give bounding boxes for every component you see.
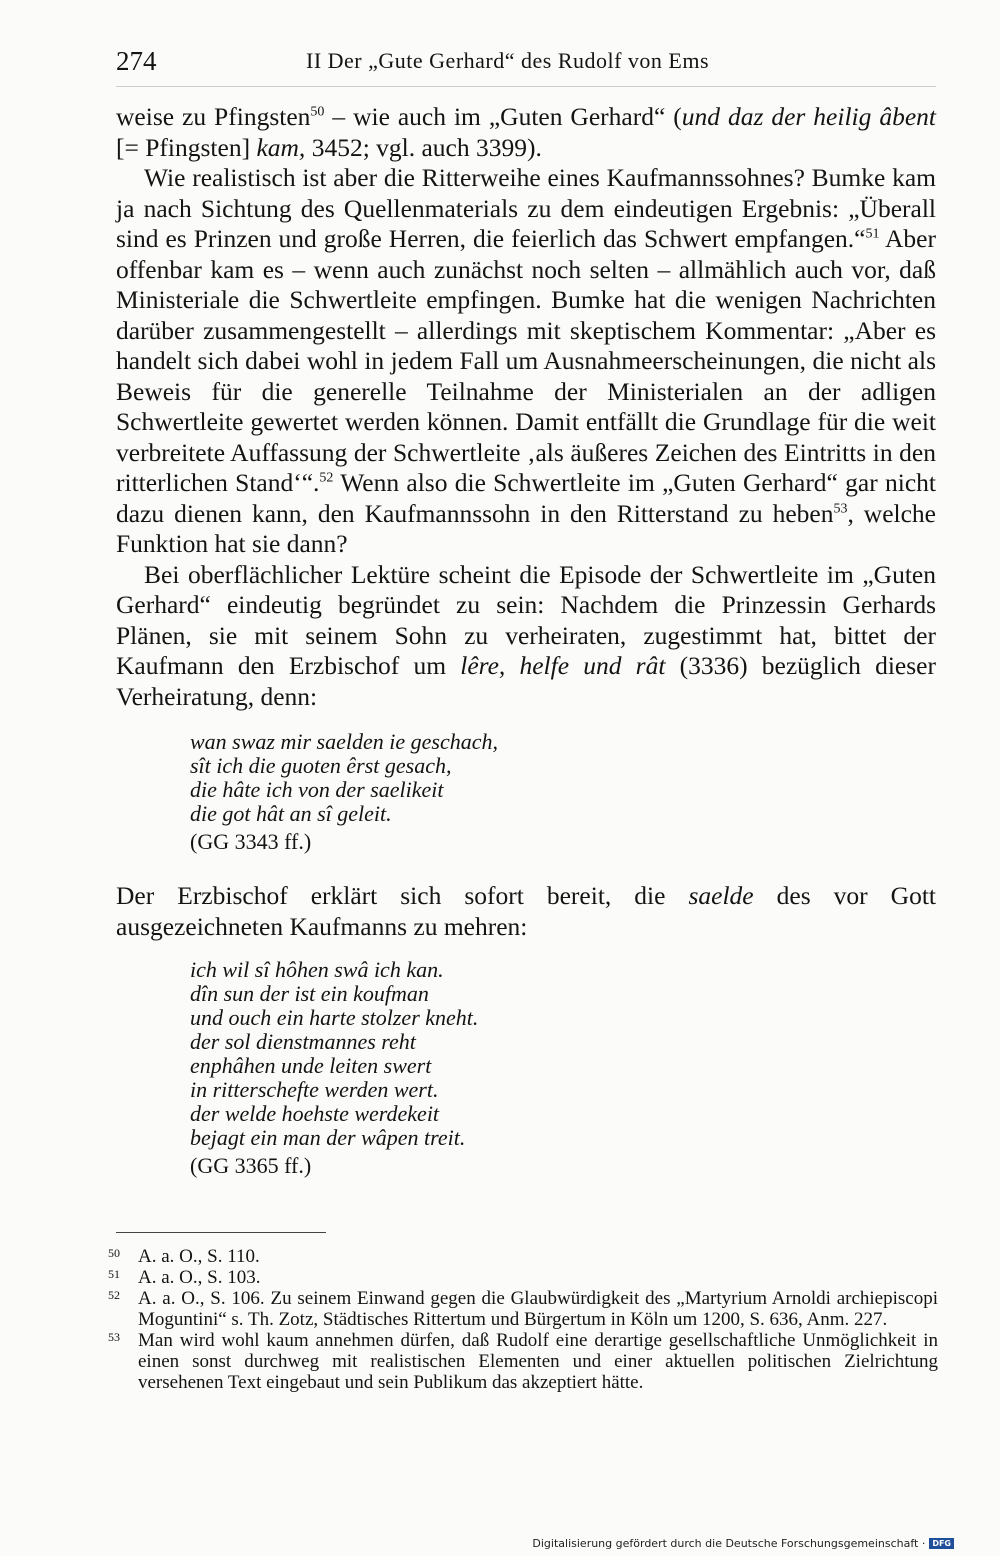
page-number: 274: [116, 46, 157, 76]
footnote-number: 51: [108, 1267, 120, 1281]
verse-line: dîn sun der ist ein koufman: [190, 981, 429, 1006]
verse-reference: (GG 3365 ff.): [190, 1153, 312, 1178]
footnote-52: [108, 1288, 938, 1330]
footnote-text: A. a. O., S. 106. Zu seinem Einwand gegen die Glaubwürdigkeit des „Martyrium Arnoldi archiepiscopi Moguntini“ s. Th. Zotz, Städtisches Rittertum und Bürgertum in Köln um 1200, S. 636, Anm. 227.: [138, 1288, 938, 1330]
footnote-ref-51: 51: [865, 226, 880, 242]
footnote-ref-50: 50: [310, 104, 325, 120]
footnote-text: A. a. O., S. 103.: [138, 1267, 261, 1288]
footnote-53: [108, 1330, 938, 1393]
footnote-51: [108, 1267, 938, 1288]
verse-reference: (GG 3343 ff.): [190, 829, 312, 854]
verse-quote-2: [190, 958, 478, 1178]
paragraph-4: Der Erzbischof erklärt sich sofort bereit, die saelde des vor Gott ausgezeichneten Kaufmanns zu mehren:: [116, 881, 936, 941]
verse-line: wan swaz mir saelden ie geschach,: [190, 729, 498, 754]
verse-line: enphâhen unde leiten swert: [190, 1053, 432, 1078]
dfg-logo: DFG: [929, 1538, 954, 1549]
verse-line: die hâte ich von der saelikeit: [190, 777, 444, 802]
credit-text: Digitalisierung gefördert durch die Deutsche Forschungsgemeinschaft ·: [532, 1537, 926, 1550]
paragraph-2: Wie realistisch ist aber die Ritterweihe eines Kaufmannssohnes? Bumke kam ja nach Sichtung des Quellenmaterials zu dem eindeutigen Ergebnis: „Überall sind es Prinzen und große Herren, die feierlich das Schwert empfangen.“$^{51}$ Aber offenbar kam es – wenn auch zunächst noch selten – allmählich auch vor, daß Ministeriale die Schwertleite empfingen. Bumke hat die wenigen Nachrichten darüber zusammengestellt – allerdings mit skeptischem Kommentar: „Aber es handelt sich dabei wohl in jedem Fall um Ausnahmeerscheinungen, die nicht als Beweis für die generelle Teilnahme der Ministerialen an der adligen Schwertleite gewertet werden können. Damit entfällt die Grundlage für die weit verbreitete Auffassung der Schwertleite ‚als äußeres Zeichen des Eintritts in den ritterlichen Stand‘“.$^{52}$ Wenn also die Schwertleite im „Guten Gerhard“ gar nicht dazu dienen kann, den Kaufmannssohn in den Ritterstand zu heben$^{53}$, welche Funktion hat sie dann?: [116, 163, 936, 558]
verse-line: sît ich die guoten êrst gesach,: [190, 753, 452, 778]
footnote-rule: [116, 1232, 326, 1233]
footnote-number: 50: [108, 1246, 120, 1260]
paragraph-3: Bei oberflächlicher Lektüre scheint die Episode der Schwertleite im „Guten Gerhard“ eindeutig begründet zu sein: Nachdem die Prinzessin Gerhards Plänen, sie mit seinem Sohn zu verheiraten, zugestimmt hat, bittet der Kaufmann den Erzbischof um lêre, helfe und rât (3336) bezüglich dieser Verheiratung, denn:: [116, 559, 936, 711]
footnote-ref-52: 52: [319, 470, 334, 486]
footnote-text: Man wird wohl kaum annehmen dürfen, daß Rudolf eine derartige gesellschaftliche Unmöglichkeit in einen sonst durchweg mit realistischen Elementen und einer aktuellen politischen Zielrichtung versehenen Text eingebaut und sein Publikum das akzeptiert hätte.: [138, 1330, 938, 1393]
verse-line: ich wil sî hôhen swâ ich kan.: [190, 957, 444, 982]
header-rule: [116, 86, 936, 87]
verse-line: die got hât an sî geleit.: [190, 801, 392, 826]
footnote-text: A. a. O., S. 110.: [138, 1246, 260, 1267]
running-head: [116, 46, 936, 82]
footnote-ref-53: 53: [833, 501, 848, 516]
footnote-number: 53: [108, 1330, 120, 1344]
verse-line: der welde hoehste werdekeit: [190, 1101, 440, 1126]
verse-line: bejagt ein man der wâpen treit.: [190, 1125, 466, 1150]
verse-line: in ritterschefte werden wert.: [190, 1077, 439, 1102]
footnote-number: 52: [108, 1288, 120, 1302]
chapter-title: II Der „Gute Gerhard“ des Rudolf von Ems: [306, 48, 710, 73]
verse-quote-1: [190, 730, 498, 854]
digitization-credit: [532, 1537, 954, 1550]
main-text: [116, 102, 936, 712]
footnotes: [108, 1246, 938, 1393]
footnote-50: [108, 1246, 938, 1267]
verse-line: der sol dienstmannes reht: [190, 1029, 416, 1054]
verse-line: und ouch ein harte stolzer kneht.: [190, 1005, 479, 1030]
paragraph-1: weise zu Pfingsten$^{50}$ – wie auch im „Guten Gerhard“ (und daz der heilig âbent [= Pfingsten] kam, 3452; vgl. auch 3399).: [116, 102, 936, 162]
